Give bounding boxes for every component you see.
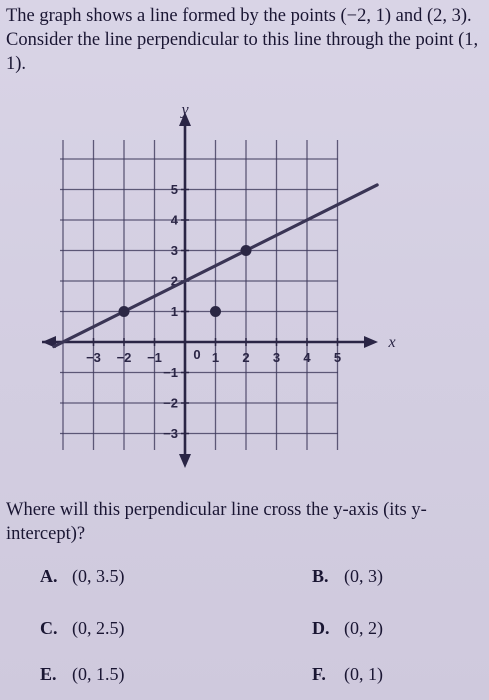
choice-f-letter: F. — [312, 664, 326, 684]
choice-d[interactable] — [312, 618, 383, 639]
x-tick-label: 3 — [272, 350, 281, 365]
x-tick-label: −2 — [116, 350, 132, 365]
x-tick-label: 2 — [242, 350, 250, 365]
choice-d-letter: D. — [312, 618, 330, 638]
question-text: Where will this perpendicular line cross the y-axis (its y-intercept)? — [6, 500, 427, 544]
choice-a-letter: A. — [40, 566, 58, 586]
x-axis-right-arrow — [364, 336, 378, 348]
y-tick-label: −2 — [163, 395, 178, 411]
choice-b-letter: B. — [312, 566, 329, 586]
x-tick-label: 1 — [211, 350, 220, 365]
choice-a-value: (0, 3.5) — [72, 566, 125, 586]
choice-b[interactable] — [312, 566, 383, 587]
y-tick-label: 2 — [170, 273, 178, 289]
y-tick-label: −3 — [163, 426, 178, 441]
problem-intro: The graph shows a line formed by the points (−2, 1) and (2, 3). Consider the line perpendicular to this line through the point (1, 1). — [6, 6, 479, 74]
y-tick-label: 4 — [170, 212, 178, 228]
choice-e-value: (0, 1.5) — [72, 664, 125, 684]
choice-e-letter: E. — [40, 664, 57, 684]
line-point — [241, 245, 252, 256]
coordinate-graph — [40, 101, 420, 480]
choice-b-value: (0, 3) — [344, 566, 383, 586]
y-axis-label: y — [181, 101, 189, 119]
graph-svg — [40, 101, 420, 480]
choice-d-value: (0, 2) — [344, 618, 383, 638]
choice-f-value: (0, 1) — [344, 664, 383, 684]
choice-c-letter: C. — [40, 618, 58, 638]
y-tick-label: 3 — [170, 243, 178, 258]
line-point — [119, 306, 130, 317]
x-tick-label: 5 — [333, 350, 342, 365]
x-axis-label: x — [388, 334, 396, 351]
choice-c[interactable] — [40, 618, 125, 639]
y-tick-label: 1 — [170, 304, 178, 319]
choice-e[interactable] — [40, 664, 125, 685]
y-axis-bottom-arrow — [179, 454, 191, 468]
x-tick-label: −1 — [147, 350, 162, 365]
choice-a[interactable] — [40, 566, 125, 587]
origin-label: 0 — [193, 347, 201, 362]
given-point — [210, 306, 221, 317]
answer-choices — [0, 566, 489, 696]
choice-c-value: (0, 2.5) — [72, 618, 125, 638]
x-tick-label: 4 — [303, 350, 311, 365]
x-tick-label: −3 — [86, 350, 101, 365]
choice-f[interactable] — [312, 664, 383, 685]
y-tick-label: 5 — [170, 182, 178, 197]
y-tick-label: −1 — [163, 365, 178, 380]
